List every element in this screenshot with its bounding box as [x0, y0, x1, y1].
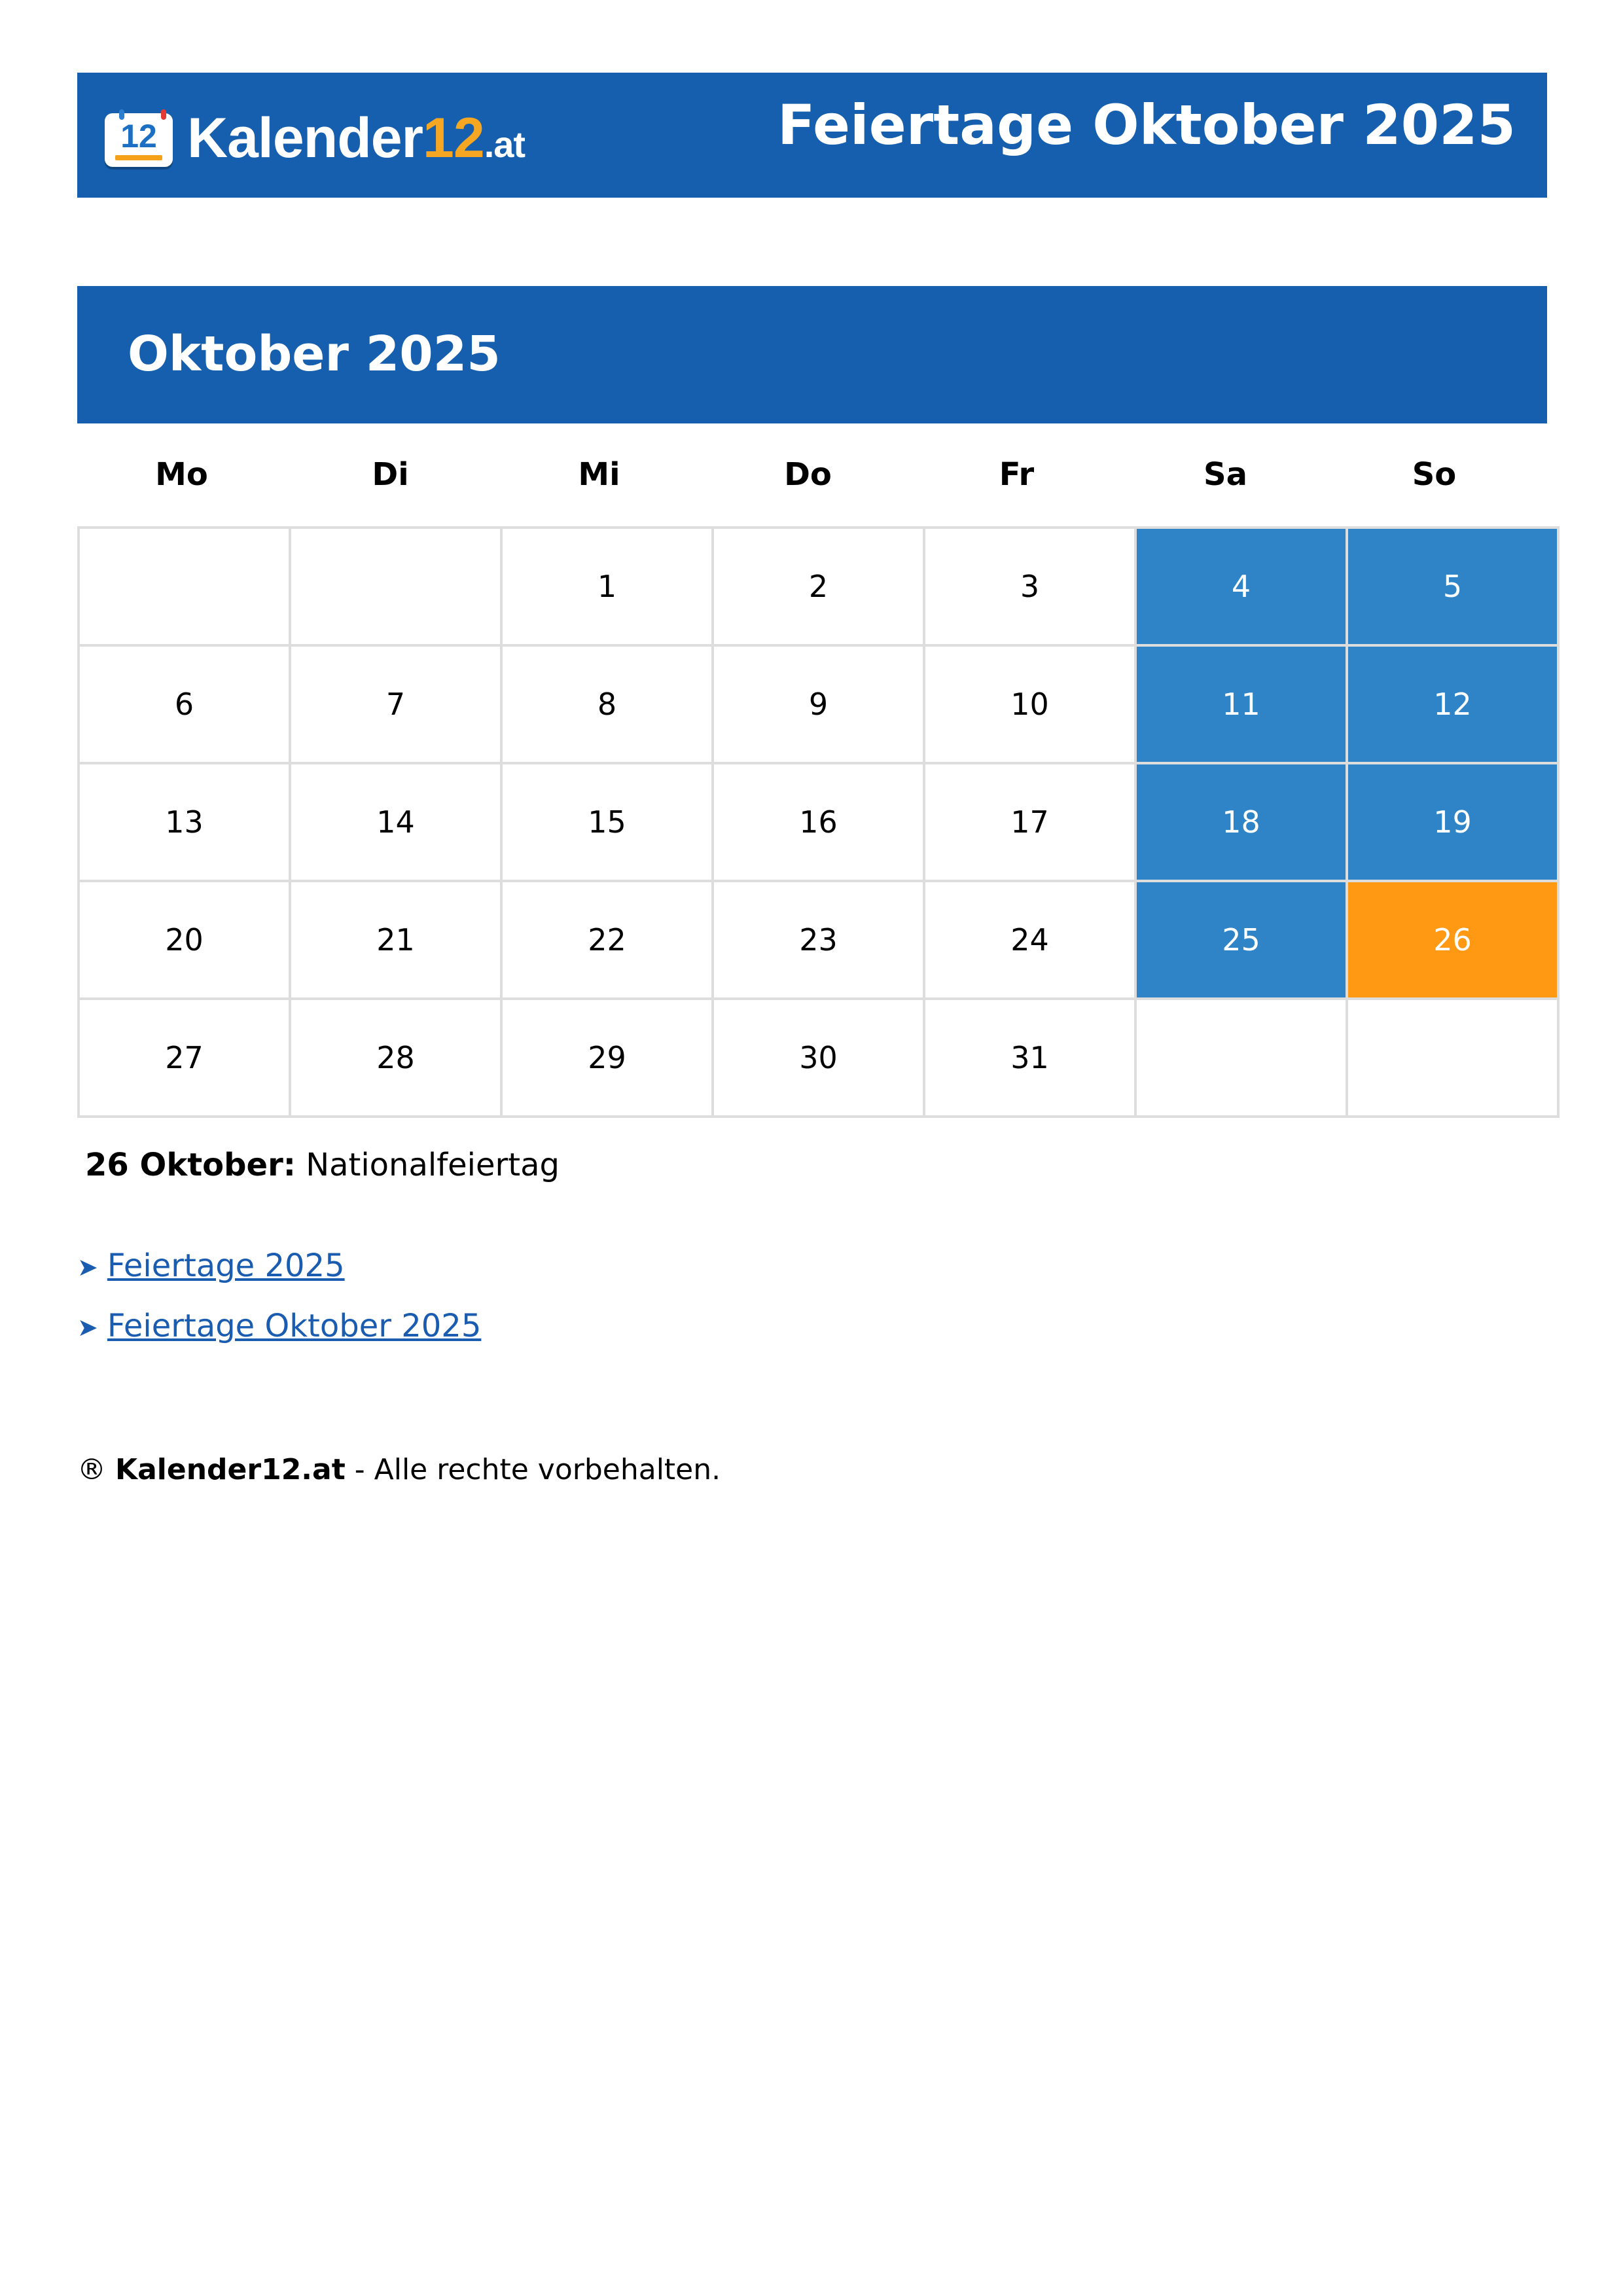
calendar-icon: [105, 109, 173, 167]
empty-day-cell: [1347, 999, 1558, 1117]
weekend-day-cell: 18: [1135, 763, 1347, 881]
weekend-day-cell: 12: [1347, 645, 1558, 763]
holiday-note: [85, 1147, 560, 1185]
day-cell: 31: [924, 999, 1135, 1117]
weekday-label: Fr: [999, 456, 1035, 493]
day-cell: 23: [713, 881, 924, 999]
footer-text: - Alle rechte vorbehalten.: [354, 1453, 721, 1486]
day-cell: 10: [924, 645, 1135, 763]
day-cell: 9: [713, 645, 924, 763]
link-item: [77, 1247, 481, 1308]
link-feiertage-2025[interactable]: Feiertage 2025: [107, 1247, 345, 1284]
weekend-day-cell: 11: [1135, 645, 1347, 763]
footer: [77, 1453, 721, 1488]
day-cell: 8: [501, 645, 713, 763]
day-cell: 14: [290, 763, 501, 881]
weekday-header: [77, 452, 1539, 497]
day-cell: [290, 528, 501, 645]
arrow-right-icon: ➤: [77, 1253, 98, 1282]
calendar-week: [79, 528, 1558, 645]
link-feiertage-oktober-2025[interactable]: Feiertage Oktober 2025: [107, 1308, 482, 1344]
calendar-week: [79, 763, 1558, 881]
holiday-day-cell: 26: [1347, 881, 1558, 999]
calendar-week: [79, 881, 1558, 999]
day-cell: 29: [501, 999, 713, 1117]
day-cell: 3: [924, 528, 1135, 645]
logo-brand-number: 12: [423, 107, 484, 170]
day-cell: 30: [713, 999, 924, 1117]
registered-icon: ®: [77, 1453, 106, 1486]
day-cell: 7: [290, 645, 501, 763]
day-cell: 17: [924, 763, 1135, 881]
weekday-label: Mi: [578, 456, 620, 493]
footer-brand: Kalender12.at: [115, 1453, 346, 1486]
day-cell: 28: [290, 999, 501, 1117]
day-cell: 1: [501, 528, 713, 645]
weekend-day-cell: 25: [1135, 881, 1347, 999]
day-cell: 2: [713, 528, 924, 645]
weekend-day-cell: 19: [1347, 763, 1558, 881]
day-cell: 21: [290, 881, 501, 999]
day-cell: 16: [713, 763, 924, 881]
day-cell: 6: [79, 645, 290, 763]
site-header: [77, 73, 1547, 198]
link-item: [77, 1308, 481, 1368]
holiday-name: Nationalfeiertag: [306, 1147, 560, 1183]
day-cell: [79, 528, 290, 645]
holiday-date: 26 Oktober:: [85, 1147, 296, 1183]
month-banner: [77, 286, 1547, 423]
logo-icon-number: 12: [120, 118, 157, 154]
day-cell: 15: [501, 763, 713, 881]
day-cell: 27: [79, 999, 290, 1117]
link-list: [77, 1247, 481, 1368]
site-logo[interactable]: [105, 105, 525, 171]
logo-brand: Kalender: [187, 107, 423, 170]
day-cell: 20: [79, 881, 290, 999]
weekday-label: So: [1412, 456, 1457, 493]
day-cell: 24: [924, 881, 1135, 999]
month-title: Oktober 2025: [128, 326, 501, 382]
logo-tld: .at: [484, 124, 526, 165]
page-title: Feiertage Oktober 2025: [777, 93, 1516, 157]
weekday-label: Di: [372, 456, 409, 493]
weekday-label: Mo: [155, 456, 208, 493]
day-cell: 22: [501, 881, 713, 999]
weekday-label: Do: [784, 456, 832, 493]
weekday-label: Sa: [1204, 456, 1247, 493]
weekend-day-cell: 4: [1135, 528, 1347, 645]
calendar-week: [79, 999, 1558, 1117]
calendar-grid: [77, 526, 1560, 1118]
logo-wordmark: [187, 107, 526, 170]
calendar-week: [79, 645, 1558, 763]
empty-day-cell: [1135, 999, 1347, 1117]
arrow-right-icon: ➤: [77, 1313, 98, 1342]
day-cell: 13: [79, 763, 290, 881]
weekend-day-cell: 5: [1347, 528, 1558, 645]
